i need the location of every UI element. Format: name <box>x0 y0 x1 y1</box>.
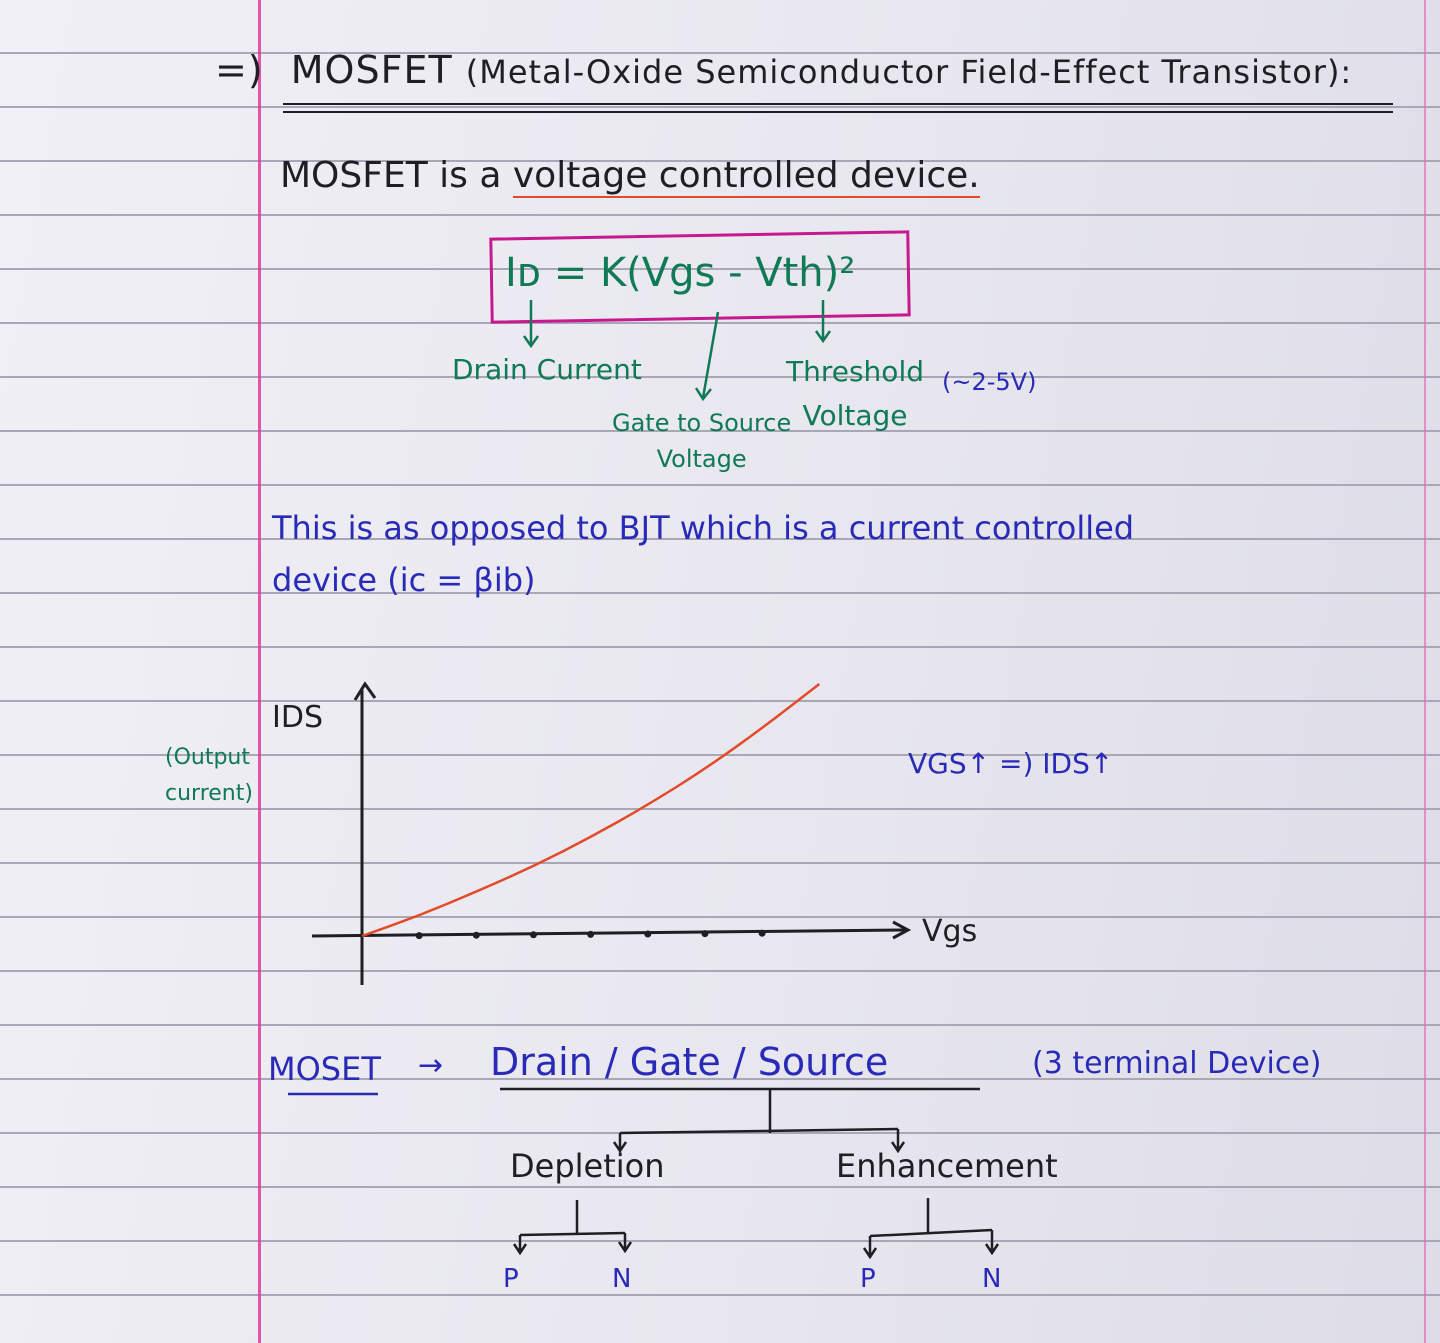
y-axis-arrow-icon <box>355 684 375 700</box>
enhancement-p-type: P <box>860 1264 876 1294</box>
enhancement-branch: Enhancement <box>836 1147 1058 1185</box>
chart-annotation: VGS↑ =) IDS↑ <box>908 747 1114 780</box>
gate-source-label-line1: Gate to Source <box>612 409 792 437</box>
chart-x-axis <box>312 930 905 936</box>
x-tick-dot-2 <box>473 932 480 939</box>
bjt-note-line2: device (ic = βib) <box>272 561 536 599</box>
enhancement-n-arrow-icon <box>986 1230 998 1253</box>
chart-series-line <box>362 684 819 936</box>
right-arrow-icon: → <box>418 1048 444 1083</box>
chart-x-axis-label: Vgs <box>922 914 978 949</box>
title-text: MOSFET <box>290 48 453 92</box>
x-tick-dot-6 <box>701 930 708 937</box>
terminals-list: Drain / Gate / Source <box>490 1040 889 1084</box>
drain-current-formula: Iᴅ = K(Vgs - Vth)² <box>505 250 856 296</box>
drain-current-label: Drain Current <box>452 353 642 386</box>
enhancement-p-arrow-icon <box>864 1236 876 1257</box>
threshold-range: (~2-5V) <box>942 368 1037 396</box>
gate-source-label-line2: Voltage <box>656 445 747 473</box>
x-tick-dot-7 <box>759 930 766 937</box>
chart-axes <box>312 684 908 985</box>
enhancement-split <box>870 1198 992 1236</box>
depletion-arrow-icon <box>614 1133 626 1151</box>
enhancement-n-type: N <box>982 1264 1002 1294</box>
implies-arrow: =) <box>215 48 264 92</box>
threshold-pointer-arrow <box>816 300 830 341</box>
statement-highlight: voltage controlled device. <box>512 155 980 196</box>
drain-pointer-arrow <box>524 300 538 346</box>
chart-y-axis-label: IDS <box>272 700 323 735</box>
depletion-n-arrow-icon <box>619 1233 631 1251</box>
gate-source-pointer-arrow <box>696 312 718 399</box>
depletion-p-arrow-icon <box>514 1235 526 1253</box>
y-axis-note-line2: current) <box>165 781 253 806</box>
depletion-p-type: P <box>503 1264 519 1294</box>
formula-pointers <box>524 300 830 399</box>
x-tick-dot-4 <box>587 931 594 938</box>
x-tick-dot-1 <box>416 932 423 939</box>
x-tick-dot-3 <box>530 931 537 938</box>
terminal-count-note: (3 terminal Device) <box>1032 1046 1322 1081</box>
threshold-label-line2: Voltage <box>802 399 908 432</box>
depletion-n-type: N <box>612 1264 632 1294</box>
bjt-note-line1: This is as opposed to BJT which is a current controlled <box>272 509 1135 547</box>
statement-prefix: MOSFET is a <box>280 155 502 196</box>
enhancement-arrow-icon <box>892 1129 904 1151</box>
depletion-branch: Depletion <box>510 1147 665 1185</box>
classification-tree <box>500 1089 998 1257</box>
x-tick-dot-5 <box>644 930 651 937</box>
y-axis-note-line1: (Output <box>165 745 251 770</box>
device-label: MOSET <box>268 1050 381 1088</box>
title-subtitle: (Metal-Oxide Semiconductor Field-Effect Transistor): <box>465 53 1353 91</box>
threshold-label-line1: Threshold <box>786 355 924 388</box>
tree-branch-bar <box>620 1129 898 1133</box>
depletion-split <box>520 1200 625 1235</box>
